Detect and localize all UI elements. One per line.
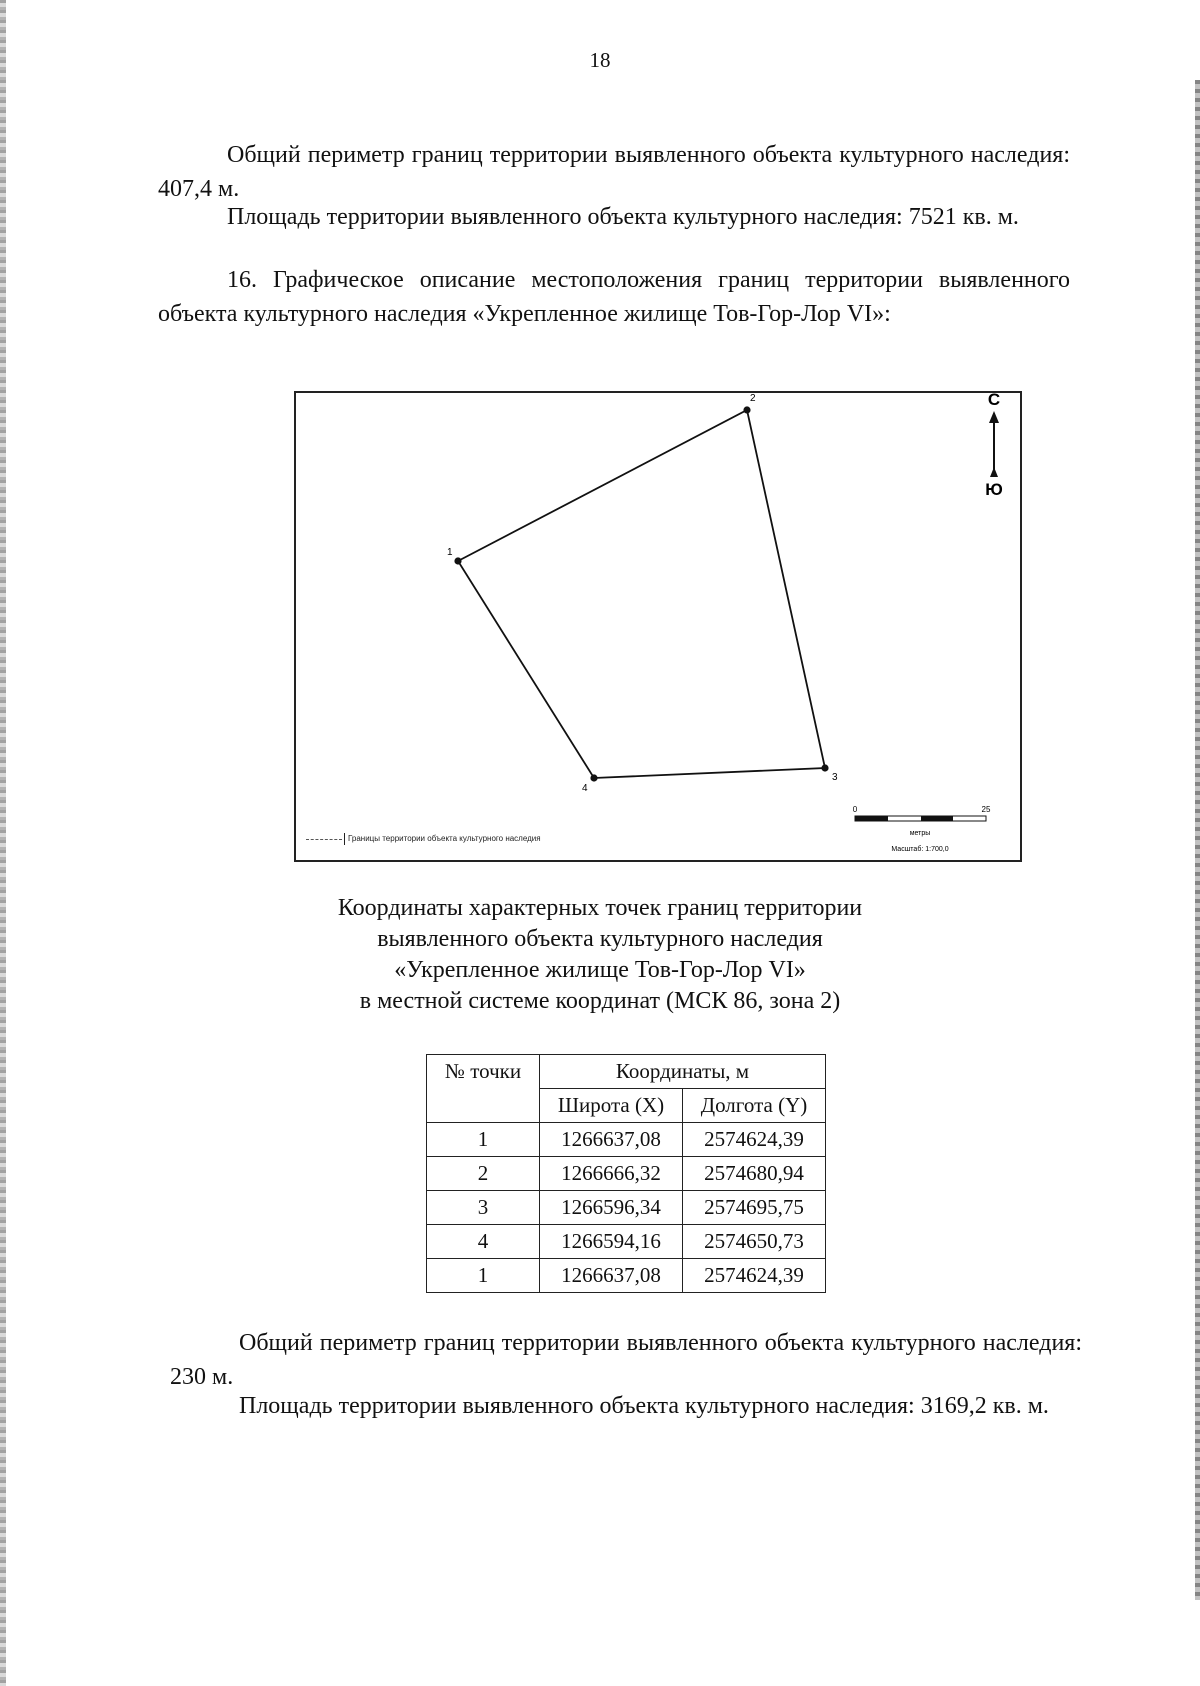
- cell-y: 2574624,39: [683, 1259, 826, 1293]
- north-arrow-icon: [985, 393, 1003, 499]
- cell-y: 2574650,73: [683, 1225, 826, 1259]
- section-16-paragraph: 16. Графическое описание местоположения границ территории выявленного объекта культурного наследия «Укрепленное жилище Тов-Гор-Лор VI»:: [158, 267, 1070, 327]
- caption-line-1: Координаты характерных точек границ территории: [337, 895, 863, 921]
- cell-y: 2574680,94: [683, 1157, 826, 1191]
- caption-line-4: в местной системе координат (МСК 86, зона 2): [359, 988, 841, 1014]
- boundary-map: [294, 391, 1022, 862]
- map-legend: [306, 833, 541, 845]
- legend-line-swatch: [306, 839, 342, 840]
- table-head-x: Широта (X): [540, 1089, 683, 1123]
- scale-bar: [853, 805, 991, 853]
- coordinates-table: [426, 1054, 826, 1293]
- table-head-y: Долгота (Y): [683, 1089, 826, 1123]
- boundary-polygon: [458, 410, 825, 778]
- scale-start: 0: [852, 805, 858, 814]
- scale-text: Масштаб: 1:700,0: [891, 846, 949, 853]
- cell-x: 1266637,08: [540, 1123, 683, 1157]
- point-label-3: 3: [832, 772, 838, 783]
- cell-y: 2574695,75: [683, 1191, 826, 1225]
- caption-line-3: «Укрепленное жилище Тов-Гор-Лор VI»: [394, 957, 806, 983]
- scale-unit: метры: [909, 830, 931, 837]
- cell-point: 3: [427, 1191, 540, 1225]
- page-number: 18: [589, 48, 611, 72]
- point-label-1: 1: [447, 547, 453, 558]
- cell-x: 1266594,16: [540, 1225, 683, 1259]
- area-paragraph-1: Площадь территории выявленного объекта культурного наследия: 7521 кв. м.: [227, 204, 1019, 230]
- boundary-map-svg: [296, 393, 1020, 860]
- perimeter-paragraph-1: Общий периметр границ территории выявленного объекта культурного наследия: 407,4 м.: [158, 142, 1070, 202]
- point-marker-3: [821, 764, 828, 771]
- table-row: [427, 1259, 826, 1293]
- legend-text: Границы территории объекта культурного наследия: [348, 834, 541, 844]
- cell-point: 1: [427, 1123, 540, 1157]
- cell-point: 1: [427, 1259, 540, 1293]
- point-marker-4: [590, 774, 597, 781]
- scan-edge-left: [0, 0, 6, 1686]
- table-row: [427, 1191, 826, 1225]
- scan-edge-right: [1195, 80, 1200, 1600]
- point-marker-2: [743, 406, 750, 413]
- scale-end: 25: [981, 805, 991, 814]
- cell-point: 4: [427, 1225, 540, 1259]
- perimeter-paragraph-2: Общий периметр границ территории выявленного объекта культурного наследия: 230 м.: [170, 1330, 1082, 1390]
- point-marker-1: [454, 557, 461, 564]
- table-caption: [0, 893, 1200, 1017]
- cell-x: 1266637,08: [540, 1259, 683, 1293]
- point-label-4: 4: [582, 783, 588, 794]
- cell-x: 1266666,32: [540, 1157, 683, 1191]
- table-head-point: № точки: [427, 1055, 540, 1123]
- point-label-2: 2: [750, 393, 756, 404]
- table-head-coords: Координаты, м: [540, 1055, 826, 1089]
- cell-y: 2574624,39: [683, 1123, 826, 1157]
- table-row: [427, 1157, 826, 1191]
- caption-line-2: выявленного объекта культурного наследия: [377, 926, 823, 952]
- south-label: Ю: [985, 480, 1003, 499]
- cell-x: 1266596,34: [540, 1191, 683, 1225]
- north-label: С: [987, 393, 1001, 409]
- table-row: [427, 1123, 826, 1157]
- cell-point: 2: [427, 1157, 540, 1191]
- area-paragraph-2: Площадь территории выявленного объекта культурного наследия: 3169,2 кв. м.: [239, 1393, 1049, 1419]
- table-row: [427, 1225, 826, 1259]
